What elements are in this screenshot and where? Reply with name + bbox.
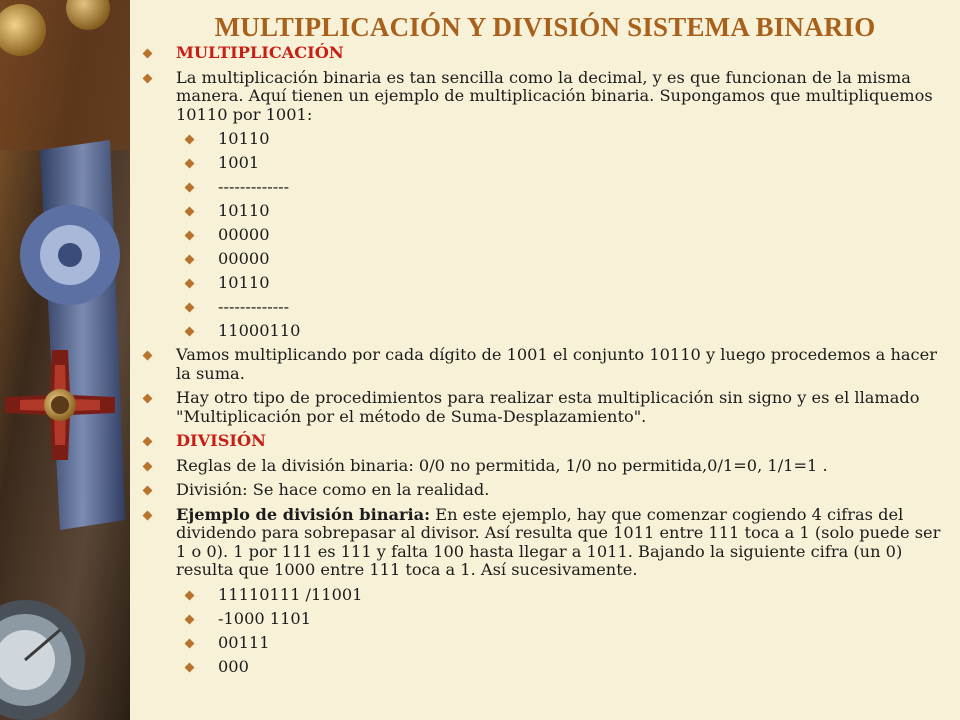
list-item	[186, 274, 944, 293]
mult-line: -------------	[218, 297, 290, 316]
bullet-diamond-icon	[185, 662, 195, 672]
bullet-diamond-icon	[185, 255, 195, 265]
list-item	[186, 610, 944, 629]
mult-line: 10110	[218, 273, 270, 292]
bullet-diamond-icon	[143, 73, 153, 83]
mult-line: -------------	[218, 177, 290, 196]
bullet-diamond-icon	[185, 279, 195, 289]
bullet-diamond-icon	[185, 135, 195, 145]
list-item	[186, 154, 944, 173]
list-item	[144, 506, 944, 580]
list-item	[144, 69, 944, 125]
mult-line: 1001	[218, 153, 260, 172]
div-line: 000	[218, 656, 249, 676]
paragraph-text: La multiplicación binaria es tan sencilla como la decimal, y es que funcionan de la misma manera. Aquí tienen un ejemplo de multiplicación binaria. Supongamos que multipliquemos 10110 por 1001:	[176, 67, 933, 124]
list-item	[186, 658, 944, 677]
example-label: Ejemplo de división binaria:	[176, 504, 431, 524]
list-item	[144, 44, 944, 63]
heading-multiplicacion: MULTIPLICACIÓN	[176, 43, 344, 62]
bullet-diamond-icon	[185, 207, 195, 217]
paragraph-text: Reglas de la división binaria: 0/0 no permitida, 1/0 no permitida,0/1=0, 1/1=1 .	[176, 455, 828, 475]
list-item	[186, 250, 944, 269]
mult-line: 10110	[218, 129, 270, 148]
list-item	[186, 178, 944, 197]
bullet-diamond-icon	[185, 303, 195, 313]
list-item	[186, 226, 944, 245]
list-item	[144, 346, 944, 383]
paragraph-text: En este ejemplo, hay que comenzar cogiendo 4 cifras del dividendo para sobrepasar al divisor. Así resulta que 1011 entre 111 toca a 1 (solo puede ser 1 o 0). 1 por 111 es 111 y falta 100 hasta llegar a 1011. Bajando la siguiente cifra (un 0) resulta que 1000 entre 111 toca a 1. Así sucesivamente.	[176, 504, 941, 579]
bullet-diamond-icon	[143, 461, 153, 471]
bullet-diamond-icon	[185, 231, 195, 241]
list-item	[144, 481, 944, 500]
list-item	[144, 432, 944, 451]
bullet-diamond-icon	[185, 614, 195, 624]
div-line: -1000 1101	[218, 608, 312, 628]
bullet-diamond-icon	[185, 590, 195, 600]
list-item	[144, 389, 944, 426]
bullet-diamond-icon	[143, 510, 153, 520]
list-item	[144, 457, 944, 476]
mult-line: 00000	[218, 249, 270, 268]
bullet-diamond-icon	[143, 437, 153, 447]
decorative-medal-image	[0, 0, 130, 720]
mult-line: 00000	[218, 225, 270, 244]
bullet-diamond-icon	[143, 351, 153, 361]
mult-line: 10110	[218, 201, 270, 220]
bullet-diamond-icon	[143, 49, 153, 59]
medal-cross-icon	[0, 0, 130, 720]
bullet-diamond-icon	[185, 183, 195, 193]
bullet-diamond-icon	[185, 159, 195, 169]
list-item	[186, 130, 944, 149]
slide	[130, 0, 960, 720]
bullet-list	[144, 44, 944, 682]
paragraph-text: Vamos multiplicando por cada dígito de 1001 el conjunto 10110 y luego procedemos a hacer la suma.	[176, 345, 937, 383]
list-item	[186, 634, 944, 653]
page-title: MULTIPLICACIÓN Y DIVISIÓN SISTEMA BINARIO	[214, 12, 876, 42]
mult-line: 11000110	[218, 321, 301, 340]
bullet-diamond-icon	[143, 394, 153, 404]
bullet-diamond-icon	[185, 638, 195, 648]
list-item	[186, 202, 944, 221]
heading-division: DIVISIÓN	[176, 431, 266, 450]
div-line: 11110111 /11001	[218, 584, 363, 604]
bullet-diamond-icon	[143, 486, 153, 496]
list-item	[186, 322, 944, 341]
paragraph-text: División: Se hace como en la realidad.	[176, 480, 490, 499]
paragraph-text: Hay otro tipo de procedimientos para realizar esta multiplicación sin signo y es el llamado "Multiplicación por el método de Suma-Desplazamiento".	[176, 388, 920, 426]
list-item	[186, 586, 944, 605]
list-item	[186, 298, 944, 317]
bullet-diamond-icon	[185, 327, 195, 337]
div-line: 00111	[218, 632, 270, 652]
